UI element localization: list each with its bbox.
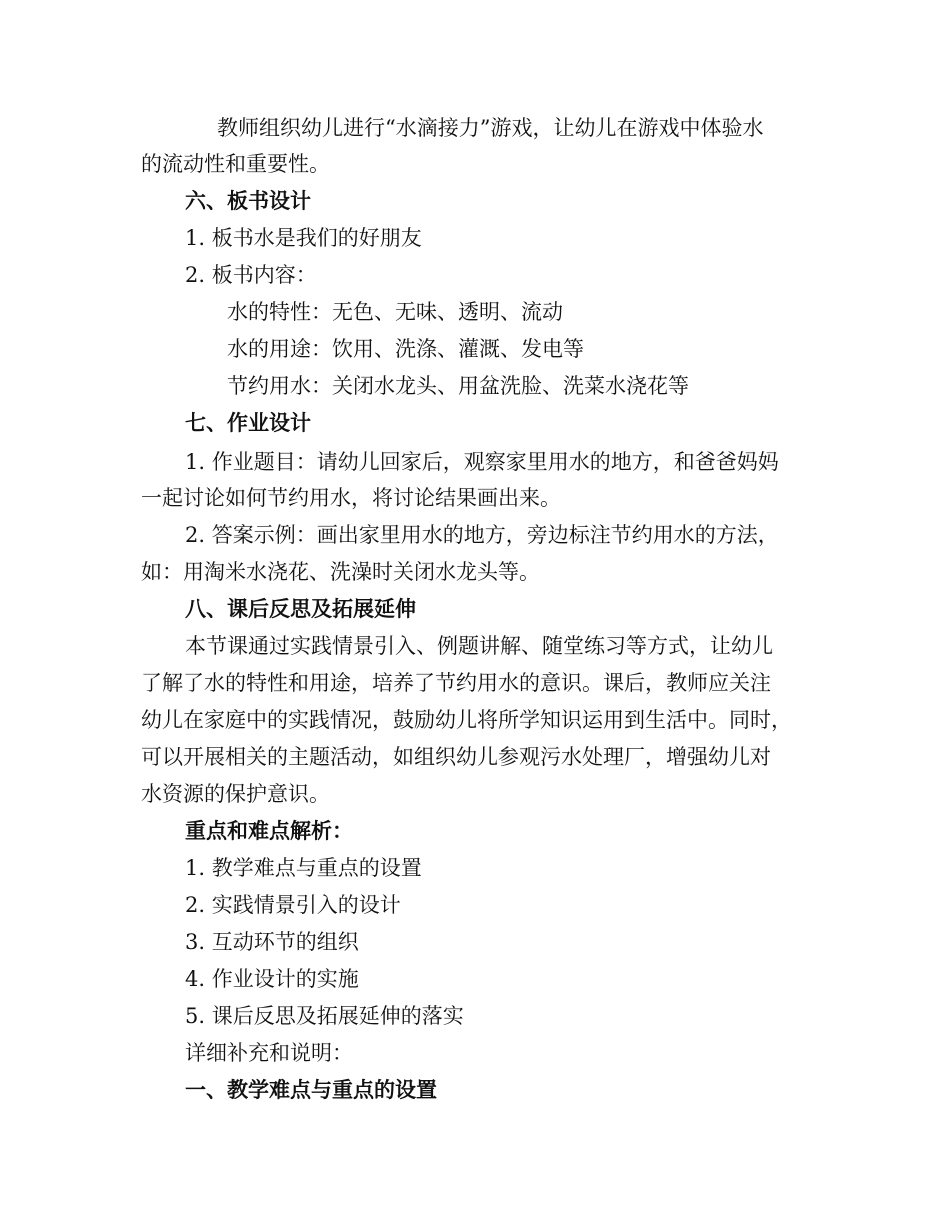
board-content-uses: 水的用途：饮用、洗涤、灌溉、发电等 (227, 337, 584, 361)
analysis-item-1: 1. 教学难点与重点的设置 (185, 856, 422, 880)
sub-section-heading: 一、教学难点与重点的设置 (185, 1078, 437, 1102)
section-7-heading: 七、作业设计 (185, 411, 311, 435)
section-6-item-1: 1. 板书水是我们的好朋友 (185, 226, 422, 250)
analysis-heading: 重点和难点解析： (185, 819, 353, 843)
section-8-heading: 八、课后反思及拓展延伸 (185, 597, 416, 621)
board-content-characteristics: 水的特性：无色、无味、透明、流动 (227, 300, 563, 324)
analysis-item-5: 5. 课后反思及拓展延伸的落实 (185, 1004, 464, 1028)
reflection-line-3: 幼儿在家庭中的实践情况，鼓励幼儿将所学知识运用到生活中。同时， (141, 708, 792, 732)
homework-item-1-line-1: 1. 作业题目：请幼儿回家后，观察家里用水的地方，和爸爸妈妈 (185, 450, 779, 474)
homework-item-1-line-2: 一起讨论如何节约用水，将讨论结果画出来。 (141, 486, 561, 510)
reflection-line-1: 本节课通过实践情景引入、例题讲解、随堂练习等方式，让幼儿 (185, 634, 773, 658)
analysis-item-4: 4. 作业设计的实施 (185, 967, 359, 991)
reflection-line-5: 水资源的保护意识。 (141, 782, 330, 806)
analysis-item-3: 3. 互动环节的组织 (185, 930, 359, 954)
reflection-line-2: 了解了水的特性和用途，培养了节约用水的意识。课后，教师应关注 (141, 671, 771, 695)
homework-item-2-line-2: 如：用淘米水浇花、洗澡时关闭水龙头等。 (141, 560, 540, 584)
board-content-saving: 节约用水：关闭水龙头、用盆洗脸、洗菜水浇花等 (227, 374, 689, 398)
section-6-heading: 六、板书设计 (185, 189, 311, 213)
reflection-line-4: 可以开展相关的主题活动，如组织幼儿参观污水处理厂，增强幼儿对 (141, 745, 771, 769)
intro-line-1: 教师组织幼儿进行“水滴接力”游戏，让幼儿在游戏中体验水 (217, 116, 764, 140)
homework-item-2-line-1: 2. 答案示例：画出家里用水的地方，旁边标注节约用水的方法， (185, 523, 779, 547)
section-6-item-2: 2. 板书内容： (185, 263, 317, 287)
detail-label: 详细补充和说明： (185, 1041, 353, 1065)
analysis-item-2: 2. 实践情景引入的设计 (185, 893, 401, 917)
intro-line-2: 的流动性和重要性。 (141, 152, 330, 176)
